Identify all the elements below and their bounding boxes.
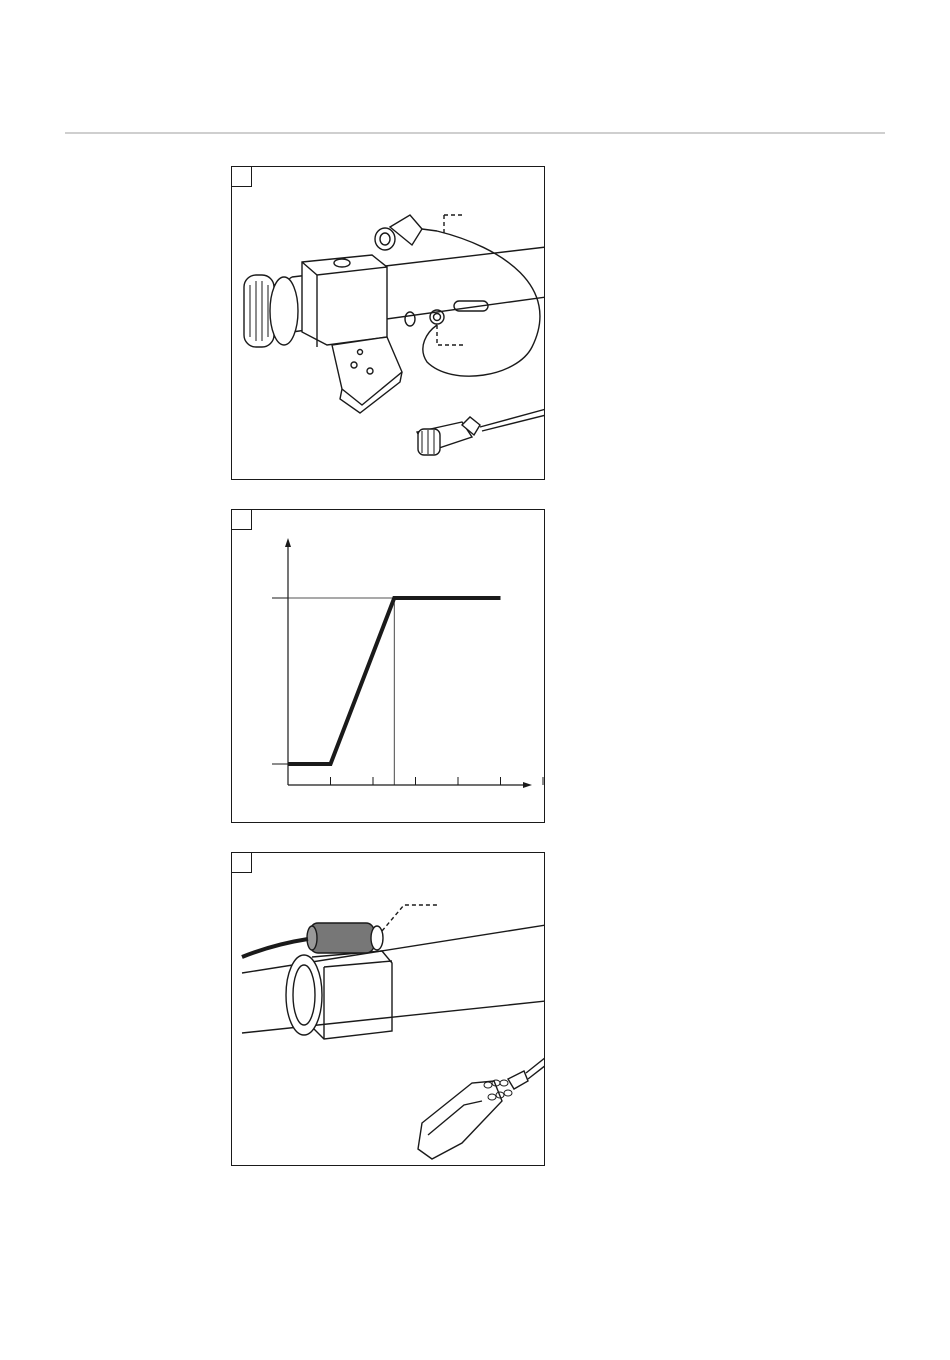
sensor-connection-illustration: [232, 167, 545, 480]
ramp-chart: [232, 510, 545, 823]
figure-sensor-connection: [231, 166, 545, 480]
y-axis-arrow: [285, 538, 291, 547]
figure-sensor-on-tube: [231, 852, 545, 1166]
figure-ramp-graph: [231, 509, 545, 823]
x-axis-arrow: [523, 782, 532, 788]
sensor-on-tube-illustration: [232, 853, 545, 1166]
header-rule: [65, 132, 885, 134]
